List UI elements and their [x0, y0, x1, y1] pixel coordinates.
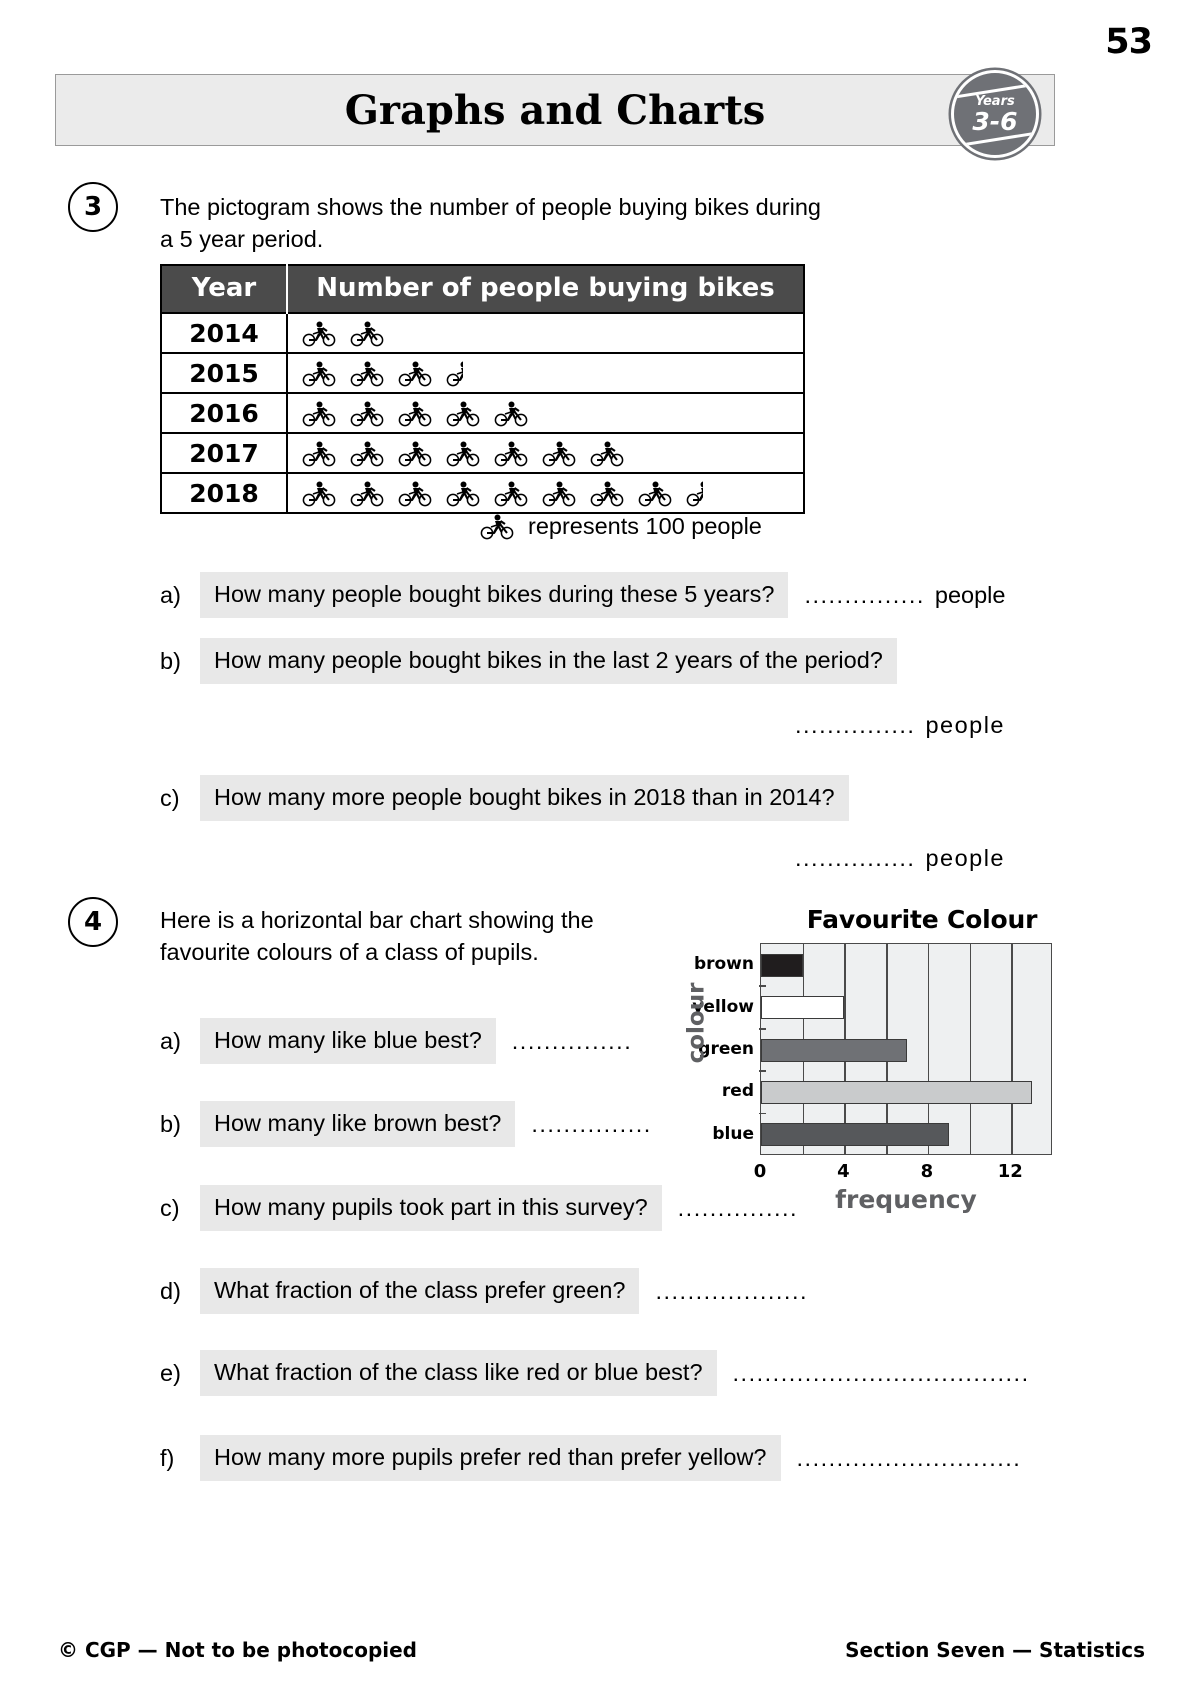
- question-3-part-b: [160, 638, 897, 684]
- answer-dots-b[interactable]: ...............: [795, 712, 916, 738]
- question-4-number: 4: [68, 897, 118, 947]
- answer4-dots-d[interactable]: ...................: [655, 1277, 809, 1304]
- question-3-part-c: [160, 775, 849, 821]
- part4-text-a: How many like blue best?: [200, 1018, 496, 1064]
- bicycle-icon: [350, 319, 384, 347]
- badge-years-label: Years: [975, 93, 1015, 109]
- question-3-answer-line-c: [795, 845, 1005, 872]
- answer4-dots-b[interactable]: ...............: [531, 1110, 652, 1137]
- answer4-dots-f[interactable]: ............................: [796, 1444, 1022, 1471]
- question-4-part-a: [160, 1018, 632, 1064]
- chart-category-label-blue: blue: [712, 1123, 754, 1144]
- pictogram-icons-2015: [287, 353, 804, 393]
- answer-dots-c[interactable]: ...............: [795, 845, 916, 871]
- table-header-row: [161, 265, 804, 313]
- chart-x-tick-label-4: 4: [837, 1161, 850, 1182]
- header-year: Year: [161, 265, 287, 313]
- part4-text-f: How many more pupils prefer red than prefer yellow?: [200, 1435, 781, 1481]
- bicycle-icon: [302, 319, 336, 347]
- part4-text-c: How many pupils took part in this survey?: [200, 1185, 662, 1231]
- bicycle-icon: [542, 439, 576, 467]
- chart-y-tick: [759, 1070, 766, 1072]
- answer4-dots-c[interactable]: ...............: [677, 1194, 799, 1221]
- pictogram-key: [480, 512, 762, 540]
- header-number-of-people: Number of people buying bikes: [287, 265, 804, 313]
- chart-bar-yellow: [761, 996, 844, 1019]
- chart-plot-area: [760, 943, 1052, 1155]
- part4-label-f: f): [160, 1444, 175, 1471]
- chart-bar-red: [761, 1081, 1032, 1104]
- chart-category-label-green: green: [698, 1039, 754, 1059]
- question-4-part-d: [160, 1268, 808, 1314]
- chart-y-tick: [759, 985, 766, 987]
- bicycle-icon: [350, 359, 384, 387]
- table-row: [161, 473, 804, 513]
- chart-category-label-brown: brown: [693, 954, 754, 975]
- pictogram-year-2018: 2018: [161, 473, 287, 513]
- answer-unit-b: people: [925, 712, 1006, 738]
- question-3-intro: The pictogram shows the number of people buying bikes during a 5 year period.: [160, 194, 821, 252]
- chart-x-tick-label-12: 12: [997, 1161, 1023, 1182]
- bicycle-icon: [398, 479, 432, 507]
- page-title: Graphs and Charts: [344, 86, 766, 134]
- part4-label-c: c): [160, 1194, 180, 1221]
- part4-label-a: a): [160, 1027, 181, 1054]
- footer-copyright: © CGP — Not to be photocopied: [58, 1638, 417, 1662]
- part-text-a: How many people bought bikes during these 5 years?: [200, 572, 788, 618]
- bicycle-icon: [398, 399, 432, 427]
- question-4-part-b: [160, 1101, 652, 1147]
- pictogram-table: [160, 264, 805, 514]
- chart-bar-blue: [761, 1123, 949, 1146]
- part-label-a: a): [160, 581, 181, 608]
- chart-y-tick: [759, 1028, 766, 1030]
- question-4-intro: Here is a horizontal bar chart showing the favourite colours of a class of pupils.: [160, 907, 594, 965]
- bicycle-icon: [350, 479, 384, 507]
- chart-category-label-yellow: yellow: [692, 996, 754, 1017]
- pictogram-year-2015: 2015: [161, 353, 287, 393]
- table-row: [161, 433, 804, 473]
- page-title-banner: [55, 74, 1055, 146]
- page-number: 53: [1105, 22, 1152, 62]
- pictogram-icons-2014: [287, 313, 804, 353]
- pictogram-year-2014: 2014: [161, 313, 287, 353]
- part4-text-b: How many like brown best?: [200, 1101, 515, 1147]
- part-text-b: How many people bought bikes in the last 2 years of the period?: [200, 638, 897, 684]
- chart-title: Favourite Colour: [806, 905, 1038, 934]
- favourite-colour-bar-chart: [672, 905, 1064, 1215]
- question-4-part-e: [160, 1350, 1030, 1396]
- chart-category-label-red: red: [721, 1081, 754, 1102]
- part-label-b: b): [160, 647, 181, 674]
- bicycle-icon: [494, 399, 528, 427]
- question-3-number: 3: [68, 182, 118, 232]
- part4-label-e: e): [160, 1359, 181, 1386]
- bicycle-icon: [446, 399, 480, 427]
- chart-gridline: [970, 944, 972, 1154]
- bicycle-icon: [590, 479, 624, 507]
- bicycle-icon: [350, 439, 384, 467]
- bicycle-icon: [302, 399, 336, 427]
- answer-dots-a[interactable]: ...............: [804, 581, 925, 608]
- table-row: [161, 313, 804, 353]
- bicycle-icon: [590, 439, 624, 467]
- bicycle-icon: [302, 479, 336, 507]
- chart-x-tick-label-8: 8: [920, 1161, 934, 1182]
- bicycle-icon: [302, 439, 336, 467]
- bicycle-icon: [480, 512, 514, 540]
- part4-label-d: d): [160, 1277, 181, 1304]
- table-row: [161, 353, 804, 393]
- chart-y-tick: [759, 1113, 766, 1115]
- chart-x-axis-title: frequency: [835, 1185, 977, 1214]
- question-4-part-f: [160, 1435, 1021, 1481]
- bicycle-icon: [446, 479, 480, 507]
- pictogram-year-2016: 2016: [161, 393, 287, 433]
- answer4-dots-a[interactable]: ...............: [511, 1027, 633, 1054]
- pictogram-year-2017: 2017: [161, 433, 287, 473]
- bicycle-icon: [494, 439, 528, 467]
- bicycle-icon: [494, 479, 528, 507]
- years-badge: [951, 70, 1039, 158]
- question-3-answer-line-b: [795, 712, 1005, 739]
- badge-years-range: 3-6: [972, 106, 1018, 136]
- pictogram-icons-2017: [287, 433, 804, 473]
- part-text-c: How many more people bought bikes in 2018 than in 2014?: [200, 775, 849, 821]
- question-3-part-a: [160, 572, 1005, 618]
- answer-unit-c: people: [925, 845, 1006, 871]
- part4-label-b: b): [160, 1110, 181, 1137]
- table-row: [161, 393, 804, 433]
- bicycle-icon: [350, 399, 384, 427]
- chart-gridline: [1011, 944, 1013, 1154]
- half-bicycle-icon: [446, 359, 463, 387]
- pictogram-key-text: represents 100 people: [528, 512, 762, 539]
- part4-text-d: What fraction of the class prefer green?: [200, 1268, 639, 1314]
- bicycle-icon: [446, 439, 480, 467]
- part-label-c: c): [160, 784, 180, 811]
- bicycle-icon: [398, 439, 432, 467]
- bicycle-icon: [542, 479, 576, 507]
- bicycle-icon: [302, 359, 336, 387]
- chart-x-tick-label-0: 0: [753, 1161, 767, 1182]
- half-bicycle-icon: [686, 479, 703, 507]
- answer-unit-a: people: [934, 581, 1006, 608]
- pictogram-icons-2018: [287, 473, 804, 513]
- part4-text-e: What fraction of the class like red or blue best?: [200, 1350, 717, 1396]
- chart-y-axis-title: colour: [683, 982, 710, 1064]
- bicycle-icon: [398, 359, 432, 387]
- footer-section: Section Seven — Statistics: [845, 1638, 1145, 1662]
- answer4-dots-e[interactable]: .....................................: [732, 1359, 1030, 1386]
- bicycle-icon: [638, 479, 672, 507]
- chart-bar-brown: [761, 954, 803, 977]
- chart-bar-green: [761, 1039, 907, 1062]
- pictogram-icons-2016: [287, 393, 804, 433]
